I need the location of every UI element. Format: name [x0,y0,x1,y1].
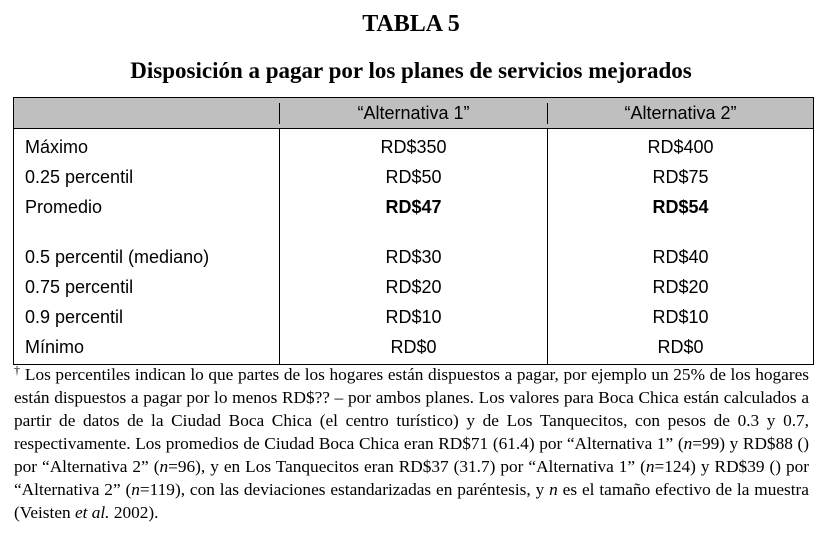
alt2-value: RD$20 [652,277,709,297]
table-header-row [14,98,813,129]
alt1-value: RD$0 [390,337,437,357]
header-alternativa-1: “Alternativa 1” [279,103,547,124]
footnote-text: =119), con las deviaciones estandarizadas en paréntesis, y [139,480,550,499]
alt2-value: RD$40 [652,247,709,267]
footnote-n: n [645,457,655,476]
row-label: 0.9 percentil [25,307,124,327]
wtp-table [13,97,814,365]
alternativa-1-column [279,129,547,364]
table-title: TABLA 5 [362,11,460,37]
footnote-text: =124) y RD$39 () por “Alternativa 2” ( [14,457,809,499]
row-label: Mínimo [25,337,85,357]
footnote-n: n [683,434,693,453]
footnote-marker: † [14,363,21,377]
alt2-value: RD$75 [652,167,709,187]
alt2-value: RD$54 [652,197,709,217]
footnote-et-al: et al. [74,503,110,522]
footnote-n: n [549,480,558,499]
row-label: 0.5 percentil (mediano) [25,247,210,267]
alt1-value: RD$10 [385,307,442,327]
alt1-value: RD$350 [380,137,447,157]
alt1-value: RD$47 [385,197,442,217]
row-spacer [25,222,279,242]
row-spacer [548,222,813,242]
alt2-value: RD$10 [652,307,709,327]
footnote-text: Los percentiles indican lo que partes de los hogares están dispuestos a pagar, por ejemplo un 25% de los hogares están dispuestos a pagar por lo menos RD$?? – por ambos planes. Los valores para Boca Chica están calculados a partir de datos de la Ciudad Boca Chica (el centro turístico) y de Los Tanquecitos, con pesos de 0.3 y 0.7, respectivamente. Los promedios de Ciudad Boca Chica eran RD$71 (61.4) por “Alternativa 1” ( [14,365,809,453]
footnote-n: n [131,480,140,499]
alt1-value: RD$30 [385,247,442,267]
row-label: 0.25 percentil [25,167,134,187]
row-label: 0.75 percentil [25,277,134,297]
alt2-value: RD$0 [657,337,704,357]
footnote-text: =96), y en Los Tanquecitos eran RD$37 (31.7) por “Alternativa 1” ( [168,457,646,476]
footnote-n: n [159,457,169,476]
table-subtitle: Disposición a pagar por los planes de servicios mejorados [130,58,692,83]
footnote-text: 2002). [109,503,159,522]
footnote-text: es el tamaño efectivo de la muestra (Veisten [14,480,809,522]
alt1-value: RD$20 [385,277,442,297]
alt1-value: RD$50 [385,167,442,187]
row-spacer [280,222,547,242]
alternativa-2-column [547,129,813,364]
row-label: Máximo [25,137,89,157]
table-footnote [14,363,809,524]
row-label: Promedio [25,197,103,217]
alt2-value: RD$400 [647,137,714,157]
header-alternativa-2: “Alternativa 2” [547,103,813,124]
label-column [14,129,279,364]
footnote-text: =99) y RD$88 () por “Alternativa 2” ( [14,434,809,476]
table-body [14,129,813,364]
